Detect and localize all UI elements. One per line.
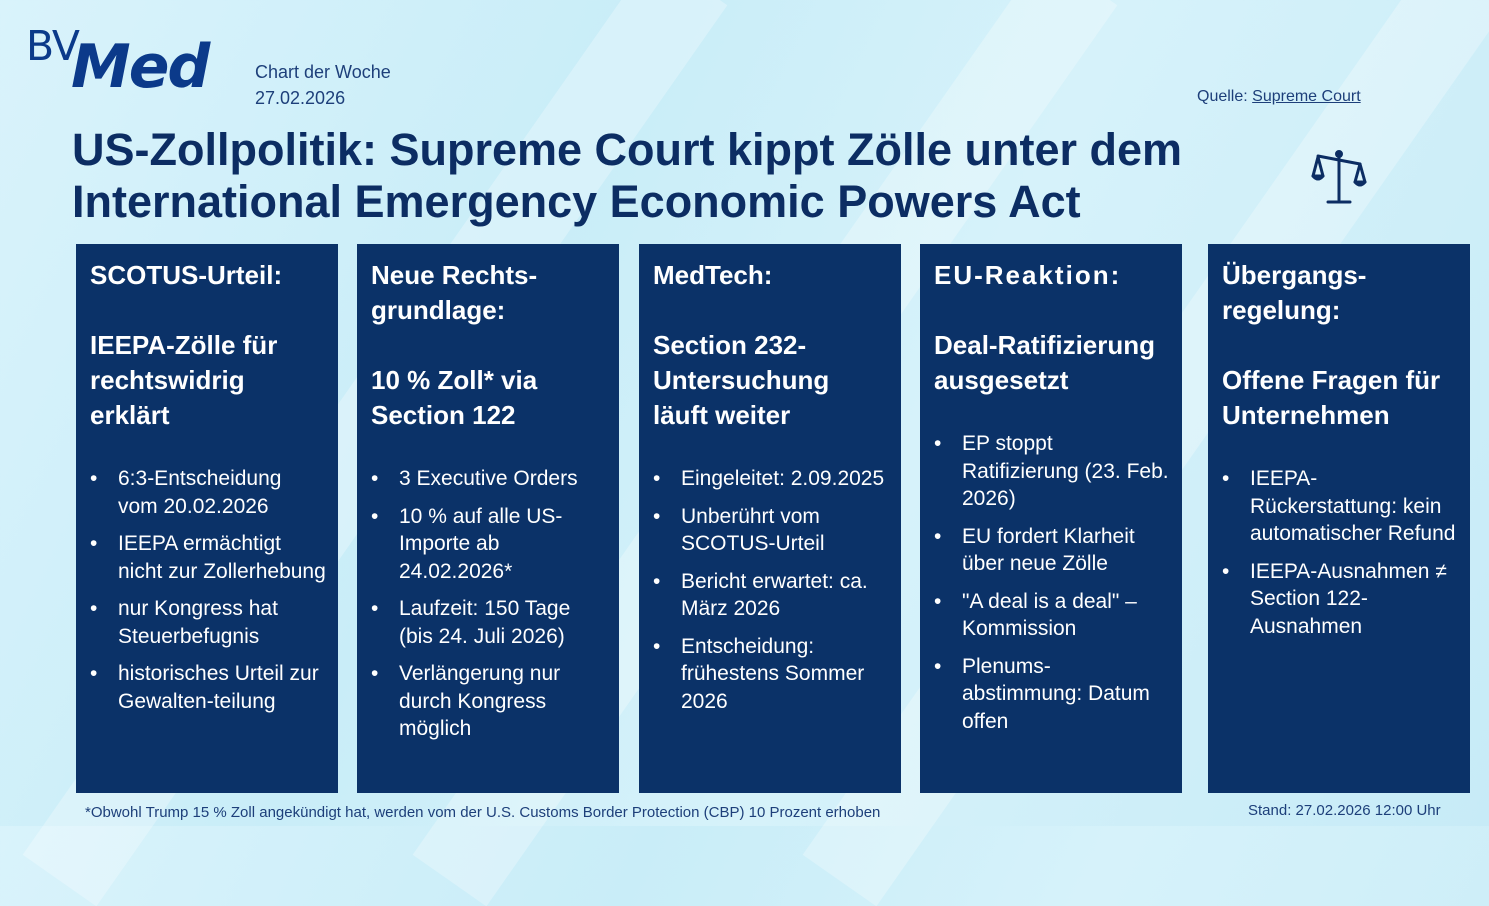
list-item: • Plenums-abstimmung: Datum offen [934, 653, 1170, 736]
title-line-2: International Emergency Economic Powers Act [72, 176, 1081, 227]
card-title: Übergangs-regelung: [1222, 260, 1367, 325]
bullet-list [934, 430, 1170, 735]
list-item: • IEEPA-Ausnahmen ≠ Section 122-Ausnahmen [1222, 558, 1458, 641]
list-item: • Verlängerung nur durch Kongress möglich [371, 660, 607, 743]
card-subtitle: Offene Fragen für Unternehmen [1222, 365, 1441, 430]
card-subtitle: IEEPA-Zölle für rechtswidrig erklärt [90, 330, 278, 430]
scale-icon [1310, 148, 1368, 208]
timestamp: Stand: 27.02.2026 12:00 Uhr [1248, 802, 1441, 819]
card-eu-reaction [920, 244, 1182, 793]
list-item: • Entscheidung: frühestens Sommer 2026 [653, 633, 889, 716]
page-title [72, 124, 1292, 228]
list-item: • 6:3-Entscheidung vom 20.02.2026 [90, 465, 326, 520]
bullet-list [90, 465, 326, 715]
card-transition [1208, 244, 1470, 793]
list-item: • nur Kongress hat Steuerbefugnis [90, 595, 326, 650]
list-item: • EU fordert Klarheit über neue Zölle [934, 523, 1170, 578]
list-item: • Laufzeit: 150 Tage (bis 24. Juli 2026) [371, 595, 607, 650]
list-item: • 3 Executive Orders [371, 465, 607, 493]
card-title: SCOTUS-Urteil: [90, 260, 283, 290]
list-item: • Eingeleitet: 2.09.2025 [653, 465, 889, 493]
list-item: • Bericht erwartet: ca. März 2026 [653, 568, 889, 623]
footnote: *Obwohl Trump 15 % Zoll angekündigt hat, werden vom der U.S. Customs Border Protection (CBP) 10 Prozent erhoben [85, 804, 881, 821]
chart-date: 27.02.2026 [255, 88, 346, 108]
list-item: • historisches Urteil zur Gewalten-teilung [90, 660, 326, 715]
card-medtech [639, 244, 901, 793]
logo-bv: BV [26, 22, 79, 70]
card-legal-basis [357, 244, 619, 793]
list-item: • Unberührt vom SCOTUS-Urteil [653, 503, 889, 558]
card-title: Neue Rechts-grundlage: [371, 260, 538, 325]
list-item: • IEEPA-Rückerstattung: kein automatischer Refund [1222, 465, 1458, 548]
list-item: • EP stoppt Ratifizierung (23. Feb. 2026) [934, 430, 1170, 513]
source [1197, 88, 1361, 106]
bullet-list [371, 465, 607, 743]
chart-meta [255, 59, 391, 111]
card-subtitle: Section 232-Untersuchung läuft weiter [653, 330, 830, 430]
card-scotus [76, 244, 338, 793]
card-subtitle: 10 % Zoll* via Section 122 [371, 365, 538, 430]
card-title: MedTech: [653, 260, 773, 290]
list-item: • "A deal is a deal" – Kommission [934, 588, 1170, 643]
card-title: EU-Reaktion: [934, 260, 1122, 290]
list-item: • 10 % auf alle US-Importe ab 24.02.2026* [371, 503, 607, 586]
source-prefix: Quelle: [1197, 88, 1248, 105]
source-link[interactable]: Supreme Court [1252, 88, 1361, 105]
card-subtitle: Deal-Ratifizierung ausgesetzt [934, 330, 1156, 395]
bullet-list [1222, 465, 1458, 640]
title-line-1: US-Zollpolitik: Supreme Court kippt Zölle unter dem [72, 124, 1183, 175]
bullet-list [653, 465, 889, 715]
list-item: • IEEPA ermächtigt nicht zur Zollerhebung [90, 530, 326, 585]
chart-label: Chart der Woche [255, 62, 391, 82]
bvmed-logo [26, 22, 226, 102]
logo-med: Med [71, 32, 209, 102]
